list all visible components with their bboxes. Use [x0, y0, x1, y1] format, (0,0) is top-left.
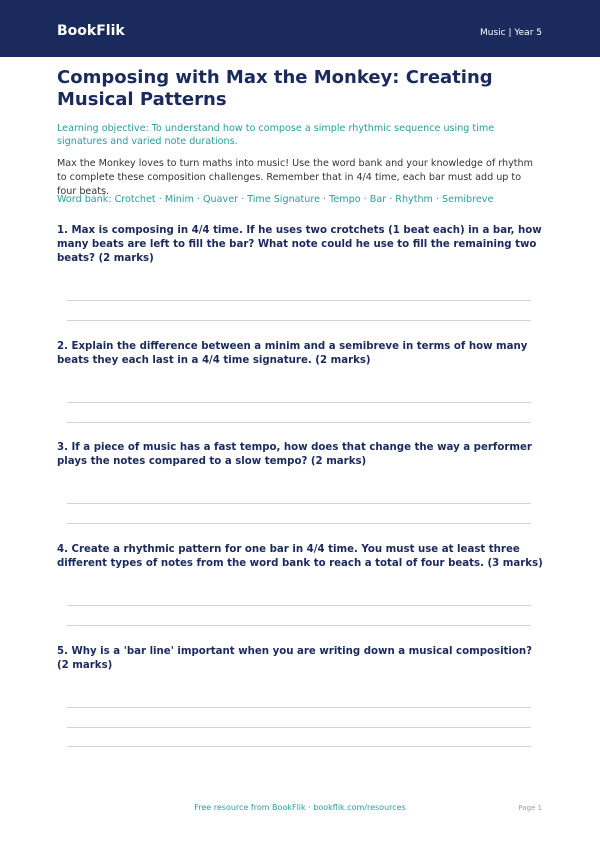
subject-year-label: Music | Year 5 [479, 28, 542, 38]
question-2: 2. Explain the difference between a minim and a semibreve in terms of how many beats they each last in a 4/4 time signature. (2 marks) [57, 341, 528, 366]
intro-paragraph: Max the Monkey loves to turn maths into music! Use the word bank and your knowledge of rhythm to complete these composition challenges. Remember that in 4/4 time, each bar must add up to four beats. [57, 158, 533, 197]
question-1: 1. Max is composing in 4/4 time. If he uses two crotchets (1 beat each) in a bar, how many beats are left to fill the bar? What note could he use to fill the remaining two beats? (2 marks) [57, 225, 542, 264]
question-5: 5. Why is a 'bar line' important when you are writing down a musical composition? (2 marks) [57, 646, 533, 671]
footer-resource-link[interactable]: Free resource from BookFlik · bookflik.com/resources [194, 803, 406, 812]
answer-line[interactable] [67, 605, 531, 606]
answer-line[interactable] [67, 320, 531, 321]
brand-logo-text: BookFlik [57, 23, 125, 39]
question-3: 3. If a piece of music has a fast tempo, how does that change the way a performer plays the notes compared to a slow tempo? (2 marks) [57, 442, 532, 467]
page-header [0, 0, 600, 57]
answer-line[interactable] [67, 625, 531, 626]
word-bank: Word bank: Crotchet · Minim · Quaver · Time Signature · Tempo · Bar · Rhythm · Semibreve [57, 194, 494, 205]
answer-line[interactable] [67, 402, 531, 403]
answer-line[interactable] [67, 422, 531, 423]
answer-line[interactable] [67, 746, 531, 747]
answer-line[interactable] [67, 503, 531, 504]
worksheet-title: Composing with Max the Monkey: Creating Musical Patterns [57, 67, 493, 110]
answer-line[interactable] [67, 707, 531, 708]
answer-line[interactable] [67, 300, 531, 301]
answer-line[interactable] [67, 523, 531, 524]
answer-line[interactable] [67, 727, 531, 728]
page-number: Page 1 [518, 804, 542, 812]
question-4: 4. Create a rhythmic pattern for one bar in 4/4 time. You must use at least three different types of notes from the word bank to reach a total of four beats. (3 marks) [57, 544, 543, 569]
learning-objective: Learning objective: To understand how to compose a simple rhythmic sequence using time signatures and varied note durations. [57, 123, 495, 147]
